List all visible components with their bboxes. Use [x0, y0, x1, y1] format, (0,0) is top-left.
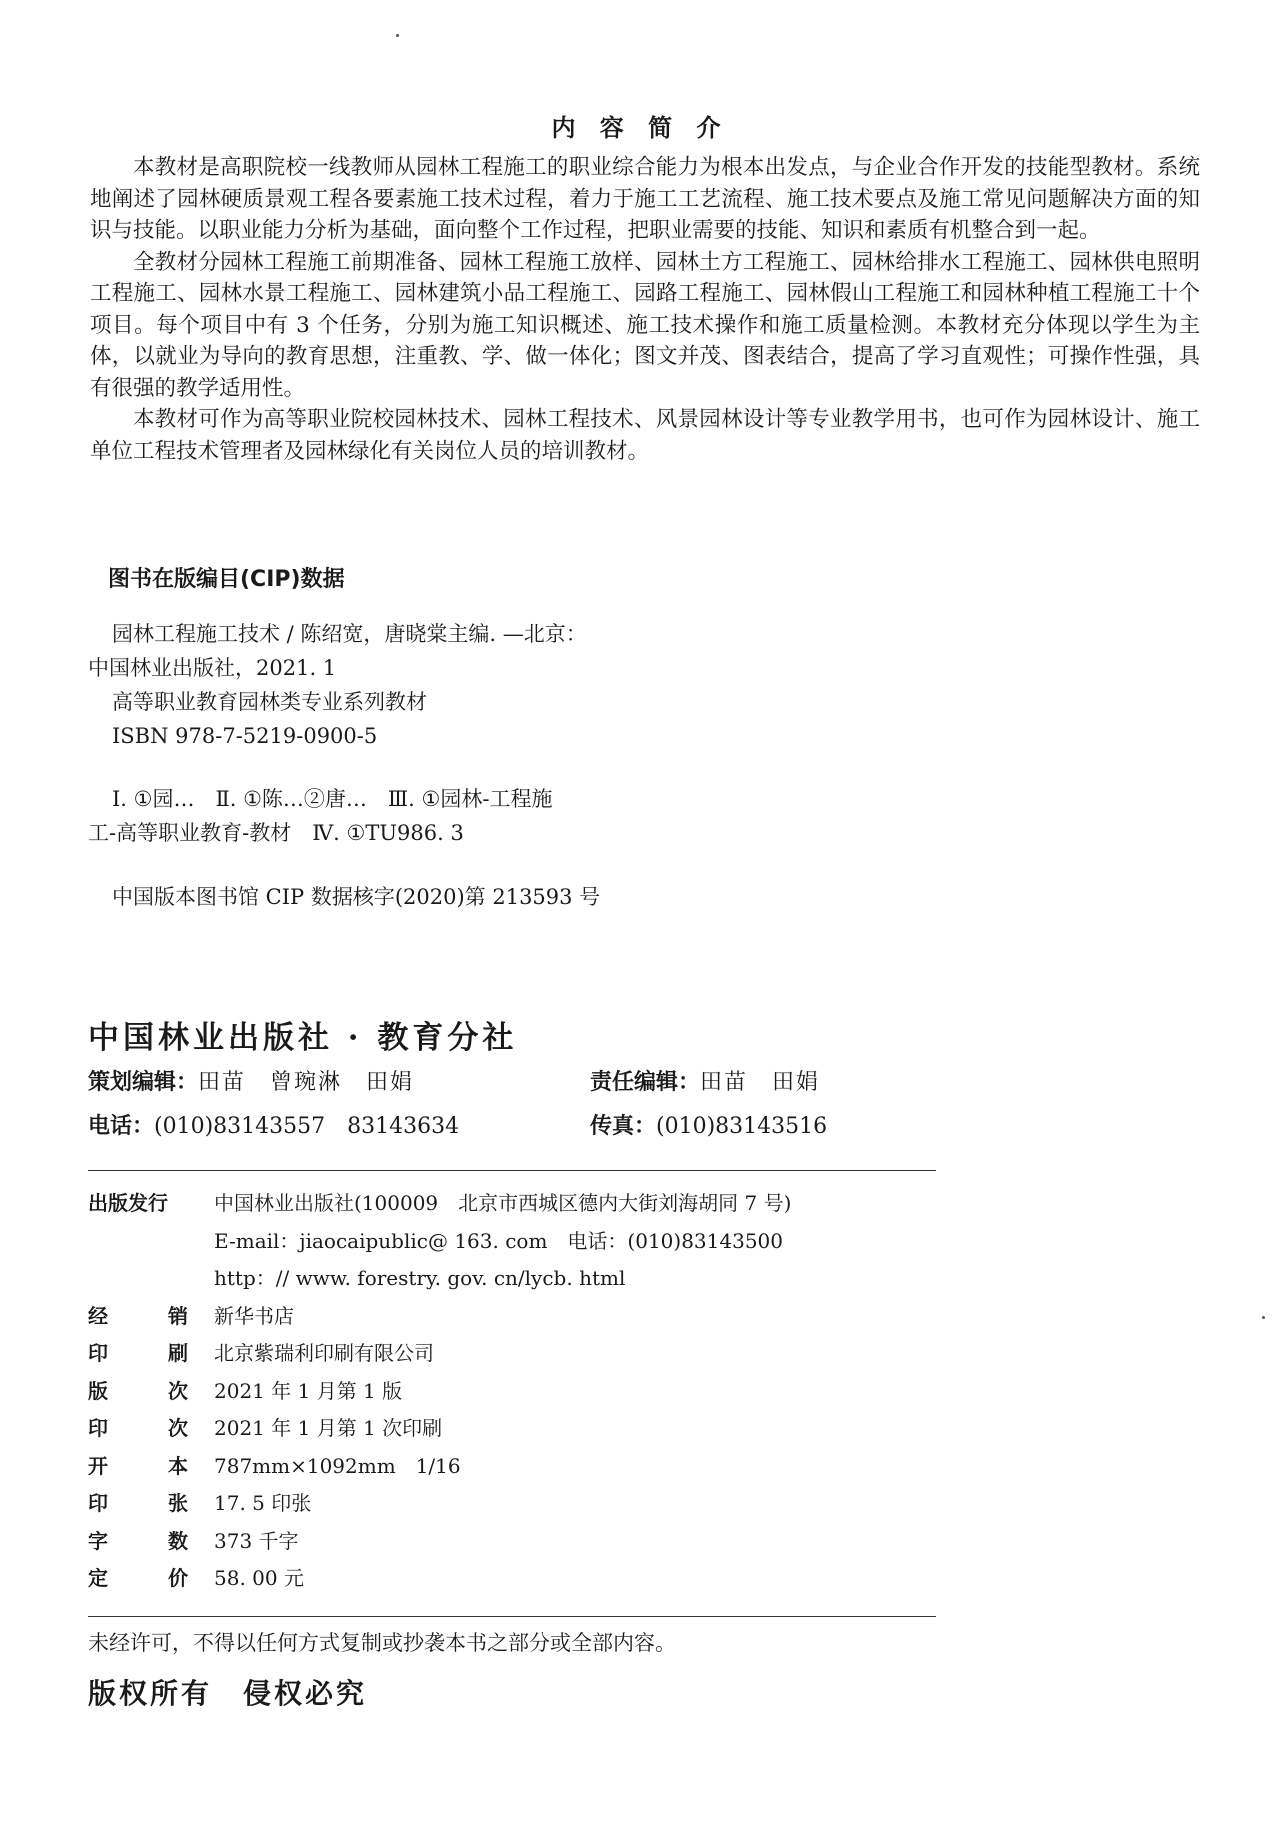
planning-editor: [88, 1065, 414, 1096]
imprint-value: 787mm×1092mm 1/16: [214, 1453, 461, 1478]
imprint-label: 定 价: [88, 1566, 188, 1590]
imprint-row: [88, 1223, 948, 1261]
divider-top: [88, 1170, 936, 1171]
scan-speck: [1262, 1316, 1265, 1319]
imprint-label: 印 张: [88, 1491, 188, 1515]
responsible-editor-value: 田苗 田娟: [700, 1070, 821, 1095]
phone-value: (010)83143557 83143634: [154, 1114, 460, 1139]
cip-block-main: [88, 617, 788, 753]
imprint-label: 开 本: [88, 1453, 188, 1478]
imprint-value: 新华书店: [214, 1303, 294, 1328]
imprint-value: 58. 00 元: [214, 1566, 304, 1590]
intro-paragraph-1: 本教材是高职院校一线教师从园林工程施工的职业综合能力为根本出发点，与企业合作开发的技能型教材。系统地阐述了园林硬质景观工程各要素施工技术过程，着力于施工工艺流程、施工技术要点及施工常见问题解决方面的知识与技能。以职业能力分析为基础，面向整个工作过程，把职业需要的技能、知识和素质有机整合到一起。: [90, 155, 1200, 243]
imprint-row: [88, 1448, 948, 1486]
imprint-value: 中国林业出版社(100009 北京市西城区德内大街刘海胡同 7 号): [214, 1191, 792, 1215]
imprint-label: 印 刷: [88, 1341, 188, 1365]
cip-line-isbn: ISBN 978-7-5219-0900-5: [112, 724, 378, 748]
imprint-label: 经 销: [88, 1303, 188, 1328]
phone: [88, 1109, 459, 1140]
imprint-value: 北京紫瑞利印刷有限公司: [214, 1341, 434, 1365]
cip-block-record: [88, 880, 788, 914]
rights-reserved: 版权所有 侵权必究: [88, 1677, 368, 1710]
imprint-row: [88, 1185, 948, 1223]
cip-line-classification-2: 工-高等职业教育-教材 Ⅳ. ①TU986. 3: [88, 821, 464, 845]
imprint-row: [88, 1523, 948, 1561]
imprint-row: [88, 1335, 948, 1373]
cip-line-classification-1: Ⅰ. ①园… Ⅱ. ①陈…②唐… Ⅲ. ①园林-工程施: [112, 787, 553, 811]
imprint-row: [88, 1373, 948, 1411]
imprint-value: E-mail：jiaocaipublic@ 163. com 电话：(010)83143500: [214, 1228, 784, 1253]
planning-editor-label: 策划编辑：: [88, 1070, 199, 1095]
imprint-value: 17. 5 印张: [214, 1491, 312, 1515]
intro-paragraph-2: 全教材分园林工程施工前期准备、园林工程施工放样、园林土方工程施工、园林给排水工程施工、园林供电照明工程施工、园林水景工程施工、园林建筑小品工程施工、园路工程施工、园林假山工程施工和园林种植工程施工十个项目。每个项目中有 3 个任务，分别为施工知识概述、施工技术操作和施工质量检测。本教材充分体现以学生为主体，以就业为导向的教育思想，注重教、学、做一体化；图文并茂、图表结合，提高了学习直观性；可操作性强，具有很强的教学适用性。: [90, 249, 1200, 401]
imprint-row: [88, 1485, 948, 1523]
fax: [590, 1109, 827, 1140]
imprint-value: 2021 年 1 月第 1 次印刷: [214, 1416, 443, 1440]
fax-value: (010)83143516: [656, 1114, 828, 1139]
cip-line-title: 园林工程施工技术 / 陈绍宽，唐晓棠主编. —北京：: [112, 622, 587, 646]
imprint-row: [88, 1260, 948, 1298]
imprint-label: 出版发行: [88, 1191, 168, 1215]
imprint-value: 373 千字: [214, 1528, 299, 1553]
divider-bottom: [88, 1616, 936, 1617]
cip-line-record-number: 中国版本图书馆 CIP 数据核字(2020)第 213593 号: [112, 885, 601, 909]
imprint-table: [88, 1185, 948, 1598]
phone-label: 电话：: [88, 1114, 155, 1139]
responsible-editor: [590, 1065, 820, 1096]
cip-block-class: [88, 782, 788, 850]
cip-line-series: 高等职业教育园林类专业系列教材: [112, 690, 427, 714]
intro-title: 内 容 简 介: [551, 114, 729, 142]
fax-label: 传真：: [590, 1114, 657, 1139]
cip-line-publisher: 中国林业出版社，2021. 1: [88, 656, 337, 680]
imprint-value: http：// www. forestry. gov. cn/lycb. html: [214, 1266, 626, 1290]
imprint-value: 2021 年 1 月第 1 版: [214, 1378, 403, 1403]
imprint-label: 印 次: [88, 1416, 188, 1440]
publisher-name: 中国林业出版社 · 教育分社: [88, 1020, 518, 1056]
responsible-editor-label: 责任编辑：: [590, 1070, 701, 1095]
intro-paragraph-3: 本教材可作为高等职业院校园林技术、园林工程技术、风景园林设计等专业教学用书，也可作为园林设计、施工单位工程技术管理者及园林绿化有关岗位人员的培训教材。: [90, 407, 1200, 464]
copy-notice: 未经许可，不得以任何方式复制或抄袭本书之部分或全部内容。: [88, 1631, 676, 1655]
scan-speck: [396, 34, 399, 37]
imprint-label: 版 次: [88, 1378, 188, 1403]
imprint-row: [88, 1410, 948, 1448]
intro-body: [90, 152, 1200, 467]
imprint-label: 字 数: [88, 1528, 188, 1553]
cip-heading: 图书在版编目(CIP)数据: [108, 567, 345, 592]
planning-editor-value: 田苗 曾琬淋 田娟: [198, 1070, 415, 1095]
imprint-row: [88, 1298, 948, 1336]
imprint-row: [88, 1560, 948, 1598]
